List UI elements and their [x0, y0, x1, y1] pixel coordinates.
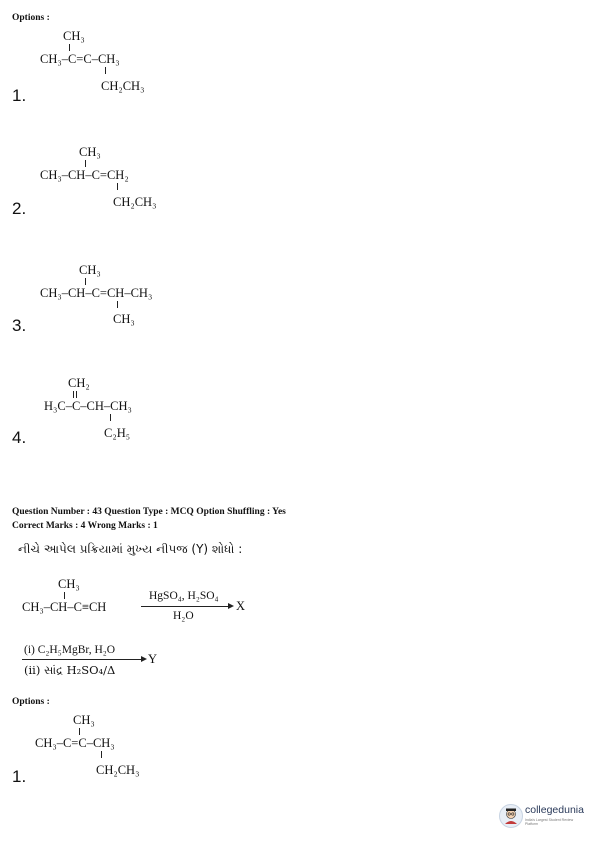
- question-meta: Question Number : 43 Question Type : MCQ Option Shuffling : Yes: [12, 507, 286, 517]
- bond-line: [79, 728, 80, 735]
- main-chain: CH₃–C=C–CH₃: [35, 736, 115, 750]
- bond-line: [117, 183, 118, 190]
- main-chain: H₃C–C–CH–CH₃: [44, 399, 132, 413]
- option-number: 1.: [12, 86, 27, 105]
- logo-tagline: India's Largest Student Review Platform: [525, 818, 574, 826]
- reactant-substituent: CH₃: [58, 577, 80, 591]
- main-chain: CH₃–CH–C=CH₂: [40, 168, 129, 182]
- substituent-bottom: CH₂CH₃: [113, 195, 157, 209]
- reaction-arrow: [22, 659, 142, 660]
- bond-line: [117, 301, 118, 308]
- reagent-below: H₂O: [173, 610, 194, 622]
- mascot-icon: [499, 804, 523, 828]
- options-label: Options :: [12, 13, 50, 23]
- substituent-bottom: C₂H₅: [104, 426, 131, 440]
- main-chain: CH₃–CH–C=CH–CH₃: [40, 286, 153, 300]
- step2-reagent-below: (ii) સાંદ્ર H₂SO₄/Δ: [24, 663, 116, 677]
- bond-line: [101, 751, 102, 758]
- bond-line: [85, 160, 86, 167]
- option-number: 3.: [12, 316, 27, 335]
- bond-line: [105, 67, 106, 74]
- arrow-head-icon: [141, 656, 147, 662]
- substituent-top: CH₃: [73, 713, 95, 727]
- double-bond: [73, 391, 77, 398]
- bond-line: [69, 44, 70, 51]
- substituent-bottom: CH₂CH₃: [101, 79, 145, 93]
- question-text: નીચે આપેલ પ્રક્રિયામાં મુખ્ય નીપજ (Y) શોધો :: [18, 542, 243, 556]
- question-marks: Correct Marks : 4 Wrong Marks : 1: [12, 521, 158, 531]
- bond-line: [110, 414, 111, 421]
- logo-name: collegedunia: [525, 804, 584, 816]
- substituent-top: CH₃: [79, 145, 101, 159]
- substituent-top: CH₂: [68, 376, 90, 390]
- bond-line: [85, 278, 86, 285]
- substituent-top: CH₃: [79, 263, 101, 277]
- collegedunia-logo: [499, 801, 583, 831]
- product-x: X: [236, 599, 246, 613]
- substituent-top: CH₃: [63, 29, 85, 43]
- option-number: 2.: [12, 199, 27, 218]
- substituent-bottom: CH₃: [113, 312, 135, 326]
- reactant: CH₃–CH–C≡CH: [22, 600, 107, 614]
- arrow-head-icon: [228, 603, 234, 609]
- bond-line: [64, 592, 65, 599]
- reaction-arrow: [141, 606, 229, 607]
- option-number: 4.: [12, 428, 27, 447]
- reagent-above: HgSO₄, H₂SO₄: [149, 590, 219, 602]
- product-y: Y: [148, 652, 158, 666]
- main-chain: CH₃–C=C–CH₃: [40, 52, 120, 66]
- substituent-bottom: CH₂CH₃: [96, 763, 140, 777]
- option-number: 1.: [12, 767, 27, 786]
- step2-reagent-above: (i) C₂H₅MgBr, H₂O: [24, 644, 116, 656]
- options-label: Options :: [12, 697, 50, 707]
